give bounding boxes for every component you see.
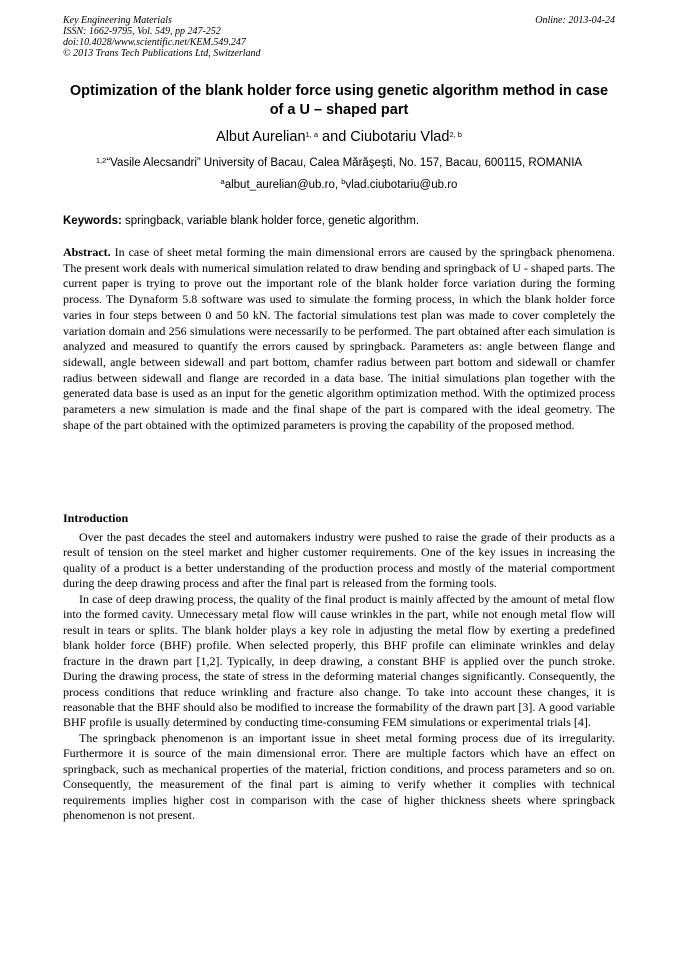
email-b-sup: b [341,177,346,186]
intro-paragraph-1: Over the past decades the steel and automakers industry were pushed to raise the grade of their products as a result of tension on the steel market and higher customer requirements. One of the key issues in increasing the quality of a product is a better understanding of the production process and mostly of the material comportment during the deep drawing process and after the final part is released from the forming tools. [63,530,615,591]
author-line [63,128,615,146]
author-1: Albut Aurelian [216,129,306,145]
affiliation [40,156,638,170]
author-conjunction: and [318,129,351,145]
author-emails [63,178,615,192]
introduction-body [63,530,615,824]
author-2-affil-sup: 2, b [449,130,462,139]
author-1-affil-sup: 1, a [305,130,319,139]
email-a: albut_aurelian@ub.ro, [224,179,342,191]
intro-paragraph-3: The springback phenomenon is an important issue in sheet metal forming process due of its irregularity. Furthermore it is source of the main dimensional error. There are multiple factors which have an effect on springback, such as mechanical properties of the material, friction conditions, and process parameters and so on. Consequently, the measurement of the final part is aiming to verify whether it complies with technical requirements implies higher cost in comparison with the case of higher thickness sheets where springback phenomenon is not present. [63,730,615,823]
email-a-sup: a [220,177,225,186]
abstract-text: In case of sheet metal forming the main dimensional errors are caused by the springback phenomena. The present work deals with numerical simulation related to draw bending and springback of U - shaped parts. The current paper is trying to prove out the important role of the blank holder force variation during the forming process. The Dynaform 5.8 software was used to simulate the forming process, in which the blank holder force varies in four steps between 0 and 50 kN. The factorial simulations test plan was made to cover completely the variation domain and 256 simulations were necessarily to be performed. The part obtained after each simulation is analyzed and measured to quantify the errors caused by springback. Parameters as: angle between flange and sidewall, angle between sidewall and part bottom, chamfer radius between part bottom and sidewall or chamfer radius between sidewall and flange are recorded in a data base. The initial simulations plan together with the generated data base is used as an input for the genetic algorithm optimization method. With the optimized process parameters a new simulation is made and the final shape of the part is compared with the ideal geometry. The shape of the part obtained with the optimized parameters is proving the capability of the proposed method. [63,245,615,432]
affiliation-sup: 1,2 [95,156,107,165]
introduction-heading: Introduction [63,511,129,525]
issn-line: ISSN: 1662-9795, Vol. 549, pp 247-252 [63,26,221,37]
author-2: Ciubotariu Vlad [350,129,450,145]
email-b: vlad.ciubotariu@ub.ro [345,179,458,191]
paper-title: Optimization of the blank holder force using genetic algorithm method in case of a U – shaped part [69,83,609,118]
journal-header [63,15,615,59]
doi-line: doi:10.4028/www.scientific.net/KEM.549.247 [63,37,246,48]
keywords-text: springback, variable blank holder force, genetic algorithm. [121,215,420,227]
intro-paragraph-2: In case of deep drawing process, the quality of the final product is mainly affected by the amount of metal flow into the formed cavity. Unnecessary metal flow will cause wrinkles in the part, while not enough metal flow will result in tears or splits. The blank holder plays a key role in adjusting the metal flow by exerting a predefined blank holder force (BHF) profile. When selected properly, this BHF profile can eliminate wrinkles and delay fracture in the drawn part [1,2]. Typically, in deep drawing, a constant BHF is applied over the punch stroke. During the drawing process, the state of stress in the deforming material changes significantly. Consequently, the process conditions that reduce wrinkling and fracture also change. To take into account these changes, it is reasonable that the BHF should also be modified to increase the formability of the drawn part [3]. A good variable BHF profile is usually determined by conducting time-consuming FEM simulations or experimental trials [4]. [63,591,615,730]
online-date: Online: 2013-04-24 [535,15,615,26]
affiliation-text: “Vasile Alecsandri” University of Bacau, Calea Mărăşeşti, No. 157, Bacau, 600115, ROMANIA [106,157,583,169]
copyright-line: © 2013 Trans Tech Publications Ltd, Switzerland [63,48,261,59]
keywords-label: Keywords: [63,215,122,227]
journal-name: Key Engineering Materials [63,15,172,26]
abstract-label: Abstract. [63,245,111,259]
abstract [63,245,615,433]
keywords [63,214,615,228]
